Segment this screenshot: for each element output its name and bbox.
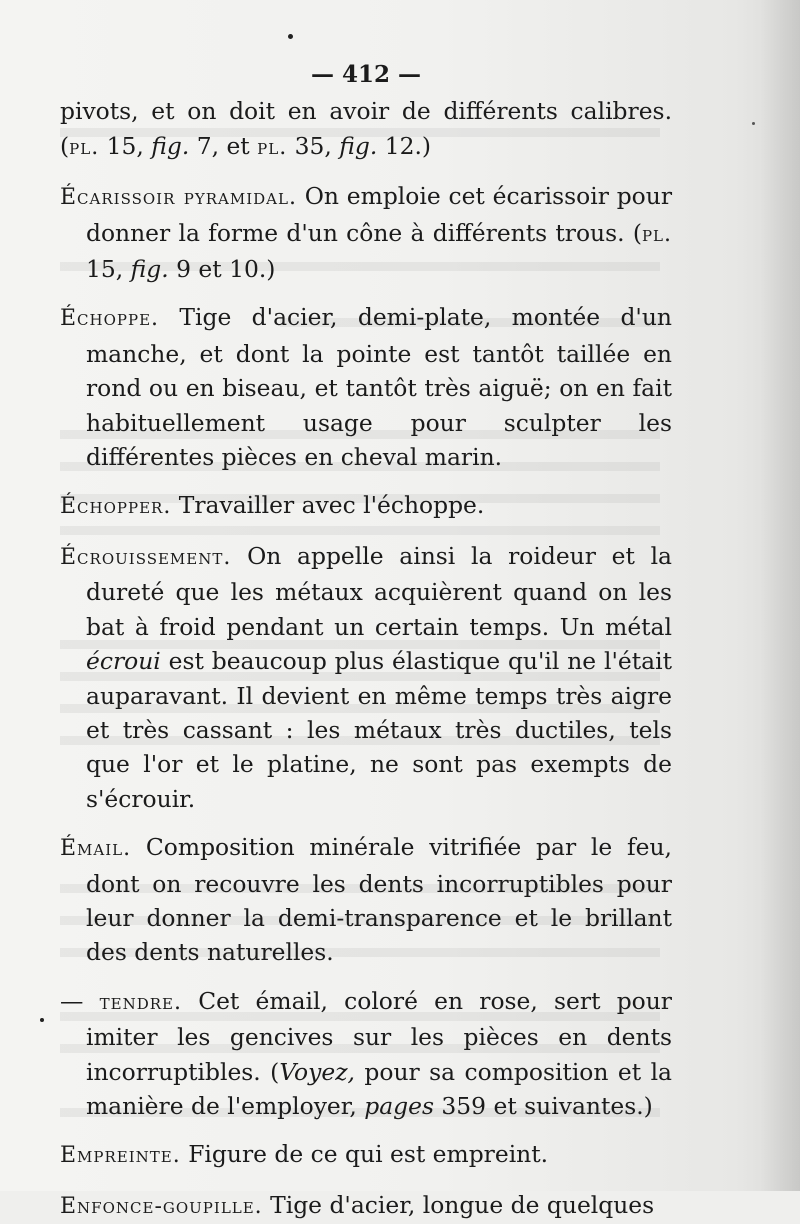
entry-headword: Écarissoir pyramidal. (60, 185, 297, 211)
entry-headword: Empreinte. (60, 1143, 181, 1169)
entry-headword: Enfonce-goupille. (60, 1193, 263, 1219)
entry-email: Émail. Composition minérale vitrifiée par le feu, dont on recouvre les dents incorruptibles pour leur donner la demi-transparence et le brillant des dents naturelles. (60, 833, 672, 967)
entry-ecarissoir-pyramidal: Écarissoir pyramidal. On emploie cet écarissoir pour donner la forme d'un cône à différents trous. (pl. 15, fig. 9 et 10.) (60, 182, 672, 284)
entry-headword: Échopper. (60, 494, 172, 520)
page-text (60, 58, 672, 1224)
entry-continuation: pivots, et on doit en avoir de différents calibres. (pl. 15, fig. 7, et pl. 35, fig. 12.) (60, 97, 672, 160)
entry-email-tendre: — tendre. Cet émail, coloré en rose, sert pour imiter les gencives sur les pièces en dents incorruptibles. (Voyez, pour sa composition et la manière de l'employer, pages 359 et suivantes.) (60, 986, 672, 1120)
entry-echoppe: Échoppe. Tige d'acier, demi-plate, montée d'un manche, et dont la pointe est tantôt taillée en rond ou en biseau, et tantôt très aiguë; on en fait habituellement usage pour sculpter les différentes pièces en cheval marin. (60, 303, 672, 472)
entry-ecrouissement: Écrouissement. On appelle ainsi la roideur et la dureté que les métaux acquièrent quand on les bat à froid pendant un certain temps. Un métal écroui est beaucoup plus élastique qu'il ne l'était auparavant. Il devient en même temps très aigre et très cassant : les métaux très ductiles, tels que l'or et le platine, ne sont pas exempts de s'écrouir. (60, 541, 672, 813)
entry-headword: Échoppe. (60, 306, 160, 332)
entry-headword: tendre. (99, 989, 182, 1015)
entry-empreinte: Empreinte. Figure de ce qui est empreint. (60, 1140, 549, 1169)
page-number: — 412 — (310, 61, 422, 88)
speck-top (288, 34, 293, 39)
entry-headword: Émail. (60, 836, 132, 862)
entry-echopper: Échopper. Travailler avec l'échoppe. (60, 491, 485, 520)
speck-left (40, 1018, 44, 1022)
entry-enfonce-goupille: Enfonce-goupille. Tige d'acier, longue de quelques (60, 1190, 655, 1219)
page-edge-shadow (760, 0, 800, 1191)
speck-right (752, 122, 755, 125)
entry-headword: Écrouissement. (60, 544, 232, 570)
